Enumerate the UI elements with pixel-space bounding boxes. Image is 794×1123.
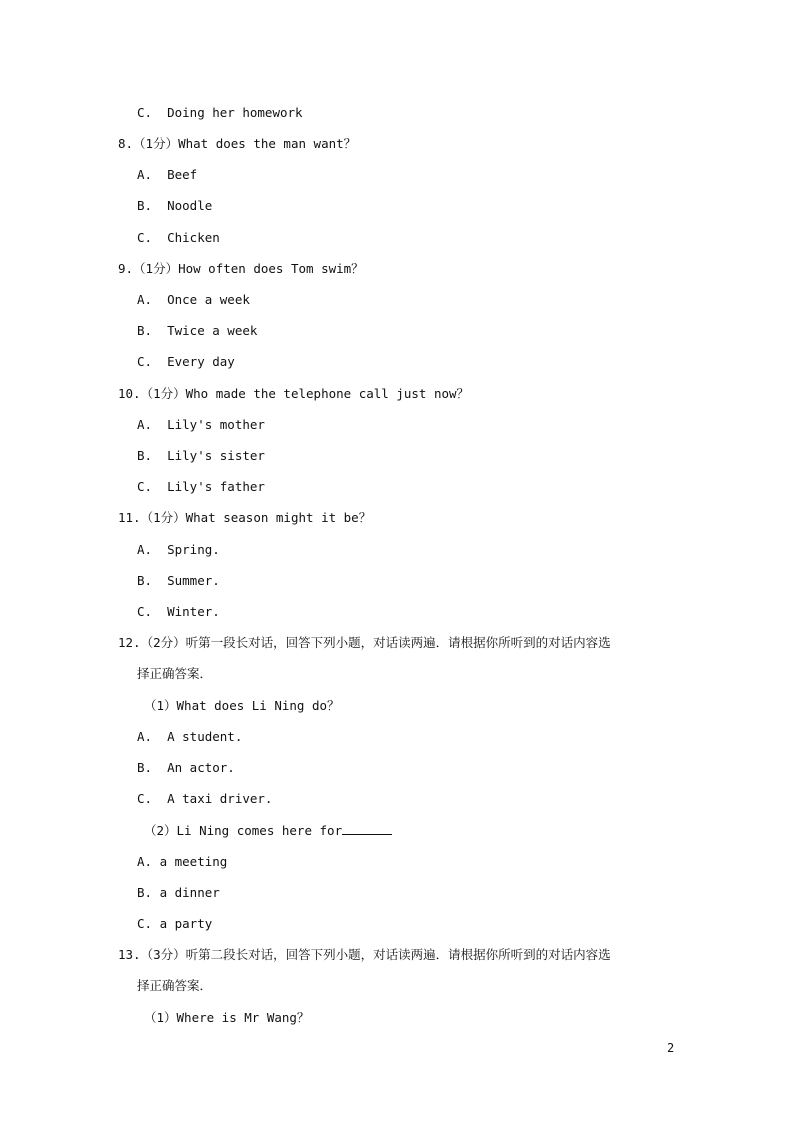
question-line: 12.（2分）听第一段长对话，回答下列小题，对话读两遍．请根据你所听到的对话内容选 [118, 635, 611, 650]
option-line: C. Doing her homework [137, 105, 303, 120]
subquestion-line: （1）What does Li Ning do？ [144, 698, 340, 713]
option-line: C. Winter. [137, 604, 220, 619]
question-line: 8.（1分）What does the man want？ [118, 136, 357, 151]
question-line: 11.（1分）What season might it be？ [118, 510, 372, 525]
option-line: B. Noodle [137, 198, 213, 213]
option-line: A. Beef [137, 167, 198, 182]
question-continuation: 择正确答案． [137, 666, 213, 681]
subquestion-line: （1）Where is Mr Wang？ [144, 1010, 310, 1025]
option-line: C. A taxi driver. [137, 791, 273, 806]
answer-blank [342, 822, 392, 835]
option-line: C. a party [137, 916, 213, 931]
question-line: 9.（1分）How often does Tom swim？ [118, 261, 364, 276]
option-line: C. Chicken [137, 230, 220, 245]
option-line: B. Lily's sister [137, 448, 265, 463]
question-line: 13.（3分）听第二段长对话，回答下列小题，对话读两遍．请根据你所听到的对话内容选 [118, 947, 611, 962]
option-line: C. Every day [137, 354, 235, 369]
option-line: B. An actor. [137, 760, 235, 775]
option-line: B. a dinner [137, 885, 220, 900]
option-line: A. Lily's mother [137, 417, 265, 432]
option-line: B. Twice a week [137, 323, 258, 338]
option-line: A. a meeting [137, 854, 228, 869]
subquestion-line [144, 822, 392, 839]
question-continuation: 择正确答案． [137, 978, 213, 993]
page-number: 2 [667, 1041, 675, 1055]
question-line: 10.（1分）Who made the telephone call just now？ [118, 386, 470, 401]
option-line: A. Spring. [137, 542, 220, 557]
option-line: C. Lily's father [137, 479, 265, 494]
option-line: A. A student. [137, 729, 243, 744]
option-line: B. Summer. [137, 573, 220, 588]
option-line: A. Once a week [137, 292, 250, 307]
subquestion-text: （2）Li Ning comes here for [144, 823, 343, 838]
